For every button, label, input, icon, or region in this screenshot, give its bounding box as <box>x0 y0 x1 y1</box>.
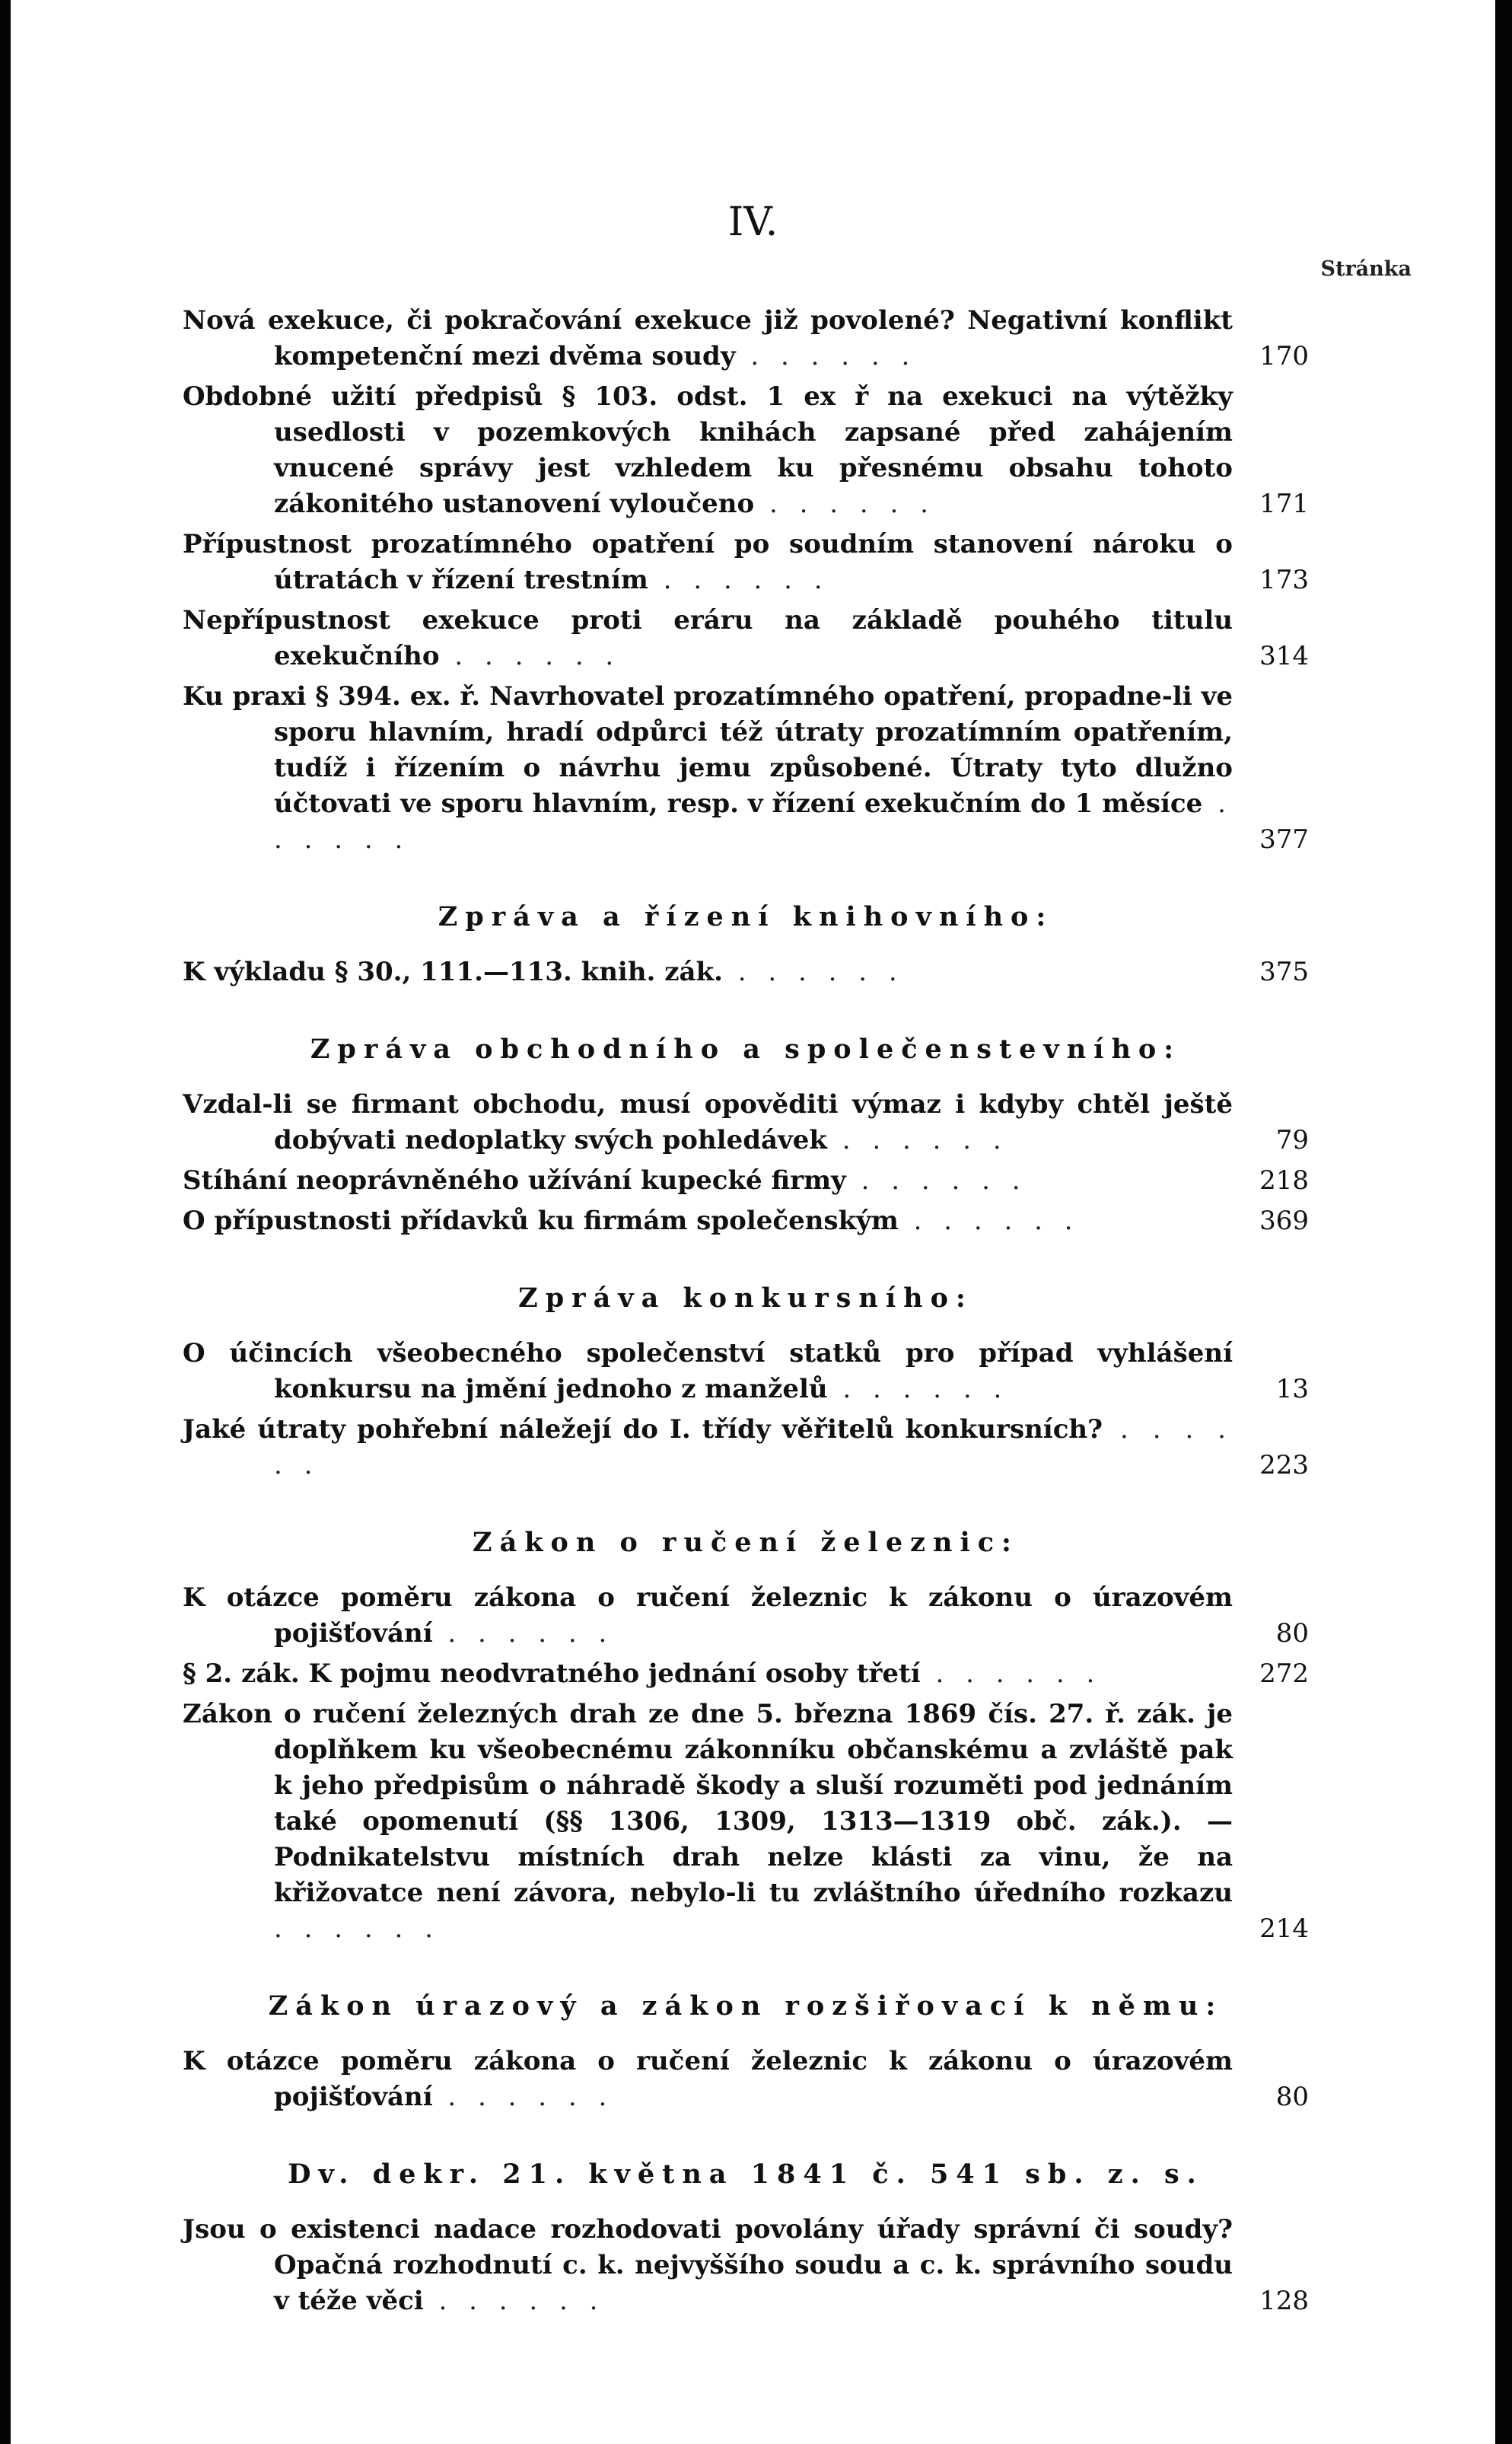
toc-entry-page: 218 <box>1259 1165 1309 1196</box>
toc-entry <box>183 1203 1309 1239</box>
leader-dots: . . . . . . <box>439 641 621 671</box>
toc-entry <box>183 954 1309 990</box>
toc-entry-text: § 2. zák. K pojmu neodvratného jednání osoby třetí <box>183 1659 921 1689</box>
leader-dots: . . . . . . <box>432 2082 614 2112</box>
leader-dots: . . . . . . <box>274 1414 1233 1480</box>
toc-entry-text: Nepřípustnost exekuce proti eráru na základě pouhého titulu exekučního <box>183 605 1233 671</box>
toc-entry <box>183 1087 1309 1158</box>
leader-dots: . . . . . . <box>898 1206 1080 1236</box>
toc-entry-page: 80 <box>1275 1618 1309 1649</box>
toc-entry <box>183 527 1309 598</box>
toc-entry <box>183 1412 1309 1483</box>
toc-entry-text: K výkladu § 30., 111.—113. knih. zák. <box>183 957 723 987</box>
toc-entry-page: 79 <box>1275 1125 1309 1155</box>
toc-entry <box>183 1163 1309 1199</box>
table-of-contents <box>183 303 1309 2324</box>
toc-entry-page: 128 <box>1259 2286 1309 2316</box>
toc-entry-page: 173 <box>1259 565 1309 595</box>
leader-dots: . . . . . . <box>735 341 917 371</box>
toc-entry-page: 375 <box>1259 957 1309 987</box>
toc-entry <box>183 2044 1309 2115</box>
toc-entry-page: 171 <box>1259 489 1309 519</box>
leader-dots: . . . . . . <box>826 1125 1008 1155</box>
toc-entry-text: Jaké útraty pohřební náležejí do I. třídy věřitelů konkursních? <box>183 1414 1103 1445</box>
toc-entry <box>183 1336 1309 1407</box>
section-heading: Zákon úrazový a zákon rozšiřovací k němu: <box>268 1990 1224 2022</box>
leader-dots: . . . . . . <box>754 489 935 519</box>
toc-entry <box>183 1656 1309 1692</box>
toc-entry <box>183 1580 1309 1652</box>
page-number: IV. <box>727 199 778 245</box>
toc-entry <box>183 2212 1309 2319</box>
toc-entry-page: 223 <box>1259 1450 1309 1480</box>
toc-entry <box>183 603 1309 674</box>
toc-entry-page: 377 <box>1259 824 1309 855</box>
toc-entry <box>183 379 1309 522</box>
toc-entry-text: Přípustnost prozatímného opatření po soudním stanovení nároku o útratách v řízení trestním <box>183 529 1233 595</box>
leader-dots: . . . . . . <box>274 789 1233 855</box>
toc-entry-text: O přípustnosti přídavků ku firmám společenským <box>183 1206 899 1236</box>
toc-entry-page: 214 <box>1259 1913 1309 1944</box>
leader-dots: . . . . . . <box>920 1659 1102 1689</box>
toc-entry-text: K otázce poměru zákona o ručení železnic k zákonu o úrazovém pojišťování <box>183 1582 1233 1649</box>
toc-entry <box>183 303 1309 374</box>
toc-entry-text: O účincích všeobecného společenství statků pro případ vyhlášení konkursu na jmění jednoho z manželů <box>183 1338 1233 1404</box>
leader-dots: . . . . . . <box>274 1913 440 1944</box>
toc-entry-page: 272 <box>1259 1659 1309 1689</box>
toc-entry-text: Zákon o ručení železných drah ze dne 5. března 1869 čís. 27. ř. zák. je doplňkem ku všeobecnému zákonníku občanskému a zvláště pak k jeho předpisům o náhradě škody a sluší rozuměti pod jednáním také opomenutí (§§ 1306, 1309, 1313—1319 obč. zák.). — Podnikatelstvu místních drah nelze klásti za vinu, že na křižovatce není závora, nebylo-li tu zvláštního úředního rozkazu <box>183 1699 1233 1908</box>
section-heading: Dv. dekr. 21. května 1841 č. 541 sb. z. s. <box>288 2159 1204 2190</box>
page-column-label: Stránka <box>1320 257 1412 281</box>
toc-entry-text: Stíhání neoprávněného užívání kupecké firmy <box>183 1165 846 1196</box>
book-page <box>11 0 1495 2444</box>
section-heading: Zpráva a řízení knihovního: <box>438 901 1054 932</box>
toc-entry-text: Obdobné užití předpisů § 103. odst. 1 ex ř na exekuci na výtěžky usedlosti v pozemkových knihách zapsané před zahájením vnucené správy jest vzhledem ku přesnému obsahu tohoto zákonitého ustanovení vyloučeno <box>183 381 1233 519</box>
leader-dots: . . . . . . <box>648 565 829 595</box>
leader-dots: . . . . . . <box>827 1374 1009 1404</box>
toc-entry-text: Jsou o existenci nadace rozhodovati povolány úřady správní či soudy? Opačná rozhodnutí c. k. nejvyššího soudu a c. k. správního soudu v téže věci <box>183 2214 1233 2316</box>
toc-entry-page: 170 <box>1259 341 1309 371</box>
toc-entry-page: 369 <box>1259 1206 1309 1236</box>
toc-entry-text: Ku praxi § 394. ex. ř. Navrhovatel prozatímného opatření, propadne-li ve sporu hlavním, hradí odpůrci též útraty prozatímním opatřením, tudíž i řízením o návrhu jemu způsobené. Útraty tyto dlužno účtovati ve sporu hlavním, resp. v řízení exekučním do 1 měsíce <box>183 681 1233 819</box>
toc-entry-page: 80 <box>1275 2082 1309 2112</box>
toc-entry-text: Nová exekuce, či pokračování exekuce již povolené? Negativní konflikt kompetenční mezi dvěma soudy <box>183 305 1233 371</box>
toc-entry-page: 314 <box>1259 641 1309 671</box>
section-heading: Zákon o ručení železnic: <box>473 1527 1019 1558</box>
section-heading: Zpráva konkursního: <box>518 1283 973 1314</box>
leader-dots: . . . . . . <box>432 1618 614 1649</box>
toc-entry-text: Vzdal-li se firmant obchodu, musí opověditi výmaz i kdyby chtěl ještě dobývati nedoplatky svých pohledávek <box>183 1089 1233 1155</box>
section-heading: Zpráva obchodního a společenstevního: <box>310 1034 1182 1065</box>
toc-entry-page: 13 <box>1275 1374 1309 1404</box>
toc-entry-text: K otázce poměru zákona o ručení železnic k zákonu o úrazovém pojišťování <box>183 2046 1233 2112</box>
leader-dots: . . . . . . <box>722 957 904 987</box>
toc-entry <box>183 679 1309 858</box>
leader-dots: . . . . . . <box>423 2286 605 2316</box>
toc-entry <box>183 1697 1309 1947</box>
leader-dots: . . . . . . <box>845 1165 1027 1196</box>
